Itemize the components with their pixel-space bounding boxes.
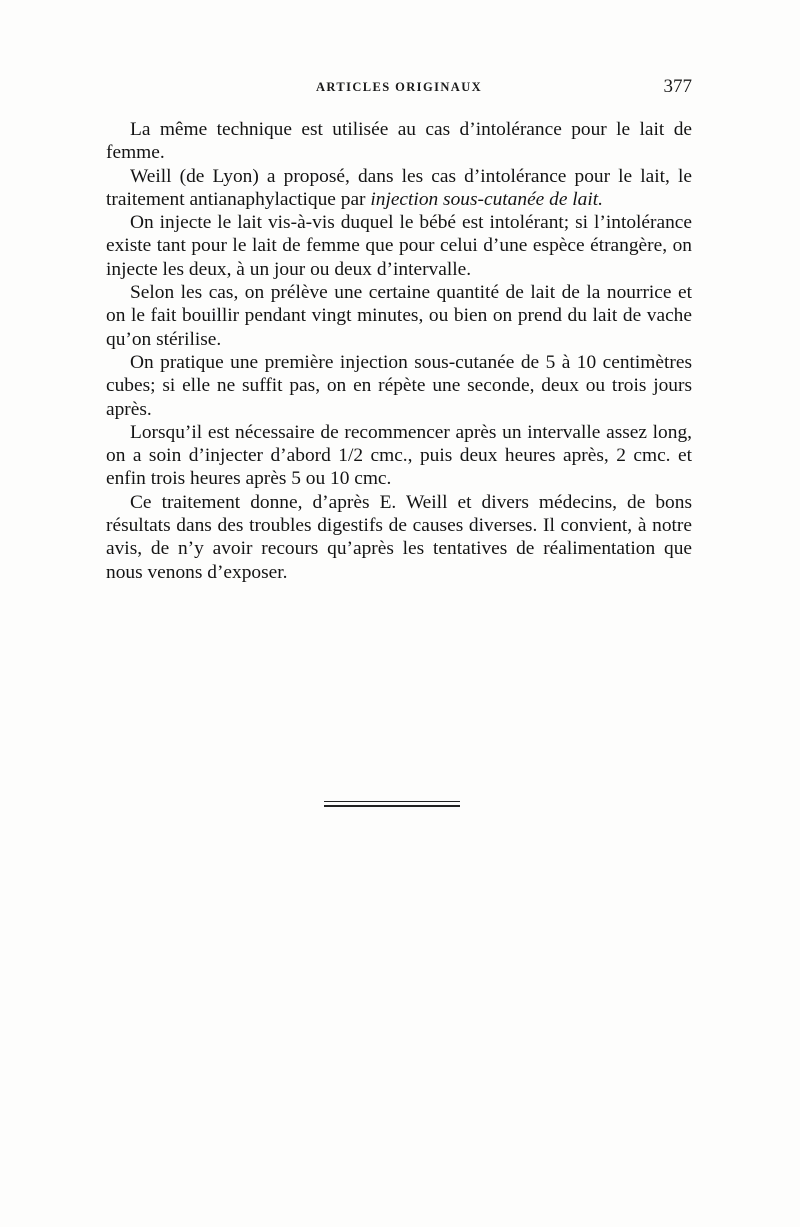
running-head xyxy=(106,76,692,100)
body-text xyxy=(106,118,692,584)
paragraph-1: La même technique est utilisée au cas d’intolérance pour le lait de femme. xyxy=(106,119,692,164)
paragraph-4: Selon les cas, on prélève une certaine quantité de lait de la nourrice et on le fait bouillir pendant vingt minutes, ou bien on prend du lait de vache qu’on stérilise. xyxy=(106,282,692,350)
paragraph-5: On pratique une première injection sous-cutanée de 5 à 10 centimètres cubes; si elle ne suffit pas, on en répète une seconde, deux ou trois jours après. xyxy=(106,351,692,420)
paragraph-3: On injecte le lait vis-à-vis duquel le bébé est intolérant; si l’intolérance existe tant pour le lait de femme que pour celui d’une espèce étrangère, on injecte les deux, à un jour ou deux d’intervalle. xyxy=(106,212,692,280)
paragraph-2-emphasis: injection sous-cutanée de lait. xyxy=(370,188,603,210)
paragraph-2 xyxy=(106,165,692,212)
paragraph-2-text: Weill (de Lyon) a proposé, dans les cas d’intolérance pour le lait, le traitement antianaphylactique par xyxy=(106,165,692,210)
paragraph-7: Ce traitement donne, d’après E. Weill et divers médecins, de bons résultats dans des troubles digestifs de causes diverses. Il convient, à notre avis, de n’y avoir recours qu’après les tentatives de réalimentation que nous venons d’exposer. xyxy=(106,491,692,583)
page-number: 377 xyxy=(663,76,692,97)
rule-line-thin xyxy=(324,801,460,802)
paragraph-6: Lorsqu’il est nécessaire de recommencer après un intervalle assez long, on a soin d’injecter d’abord 1/2 cmc., puis deux heures après, 2 cmc. et enfin trois heures après 5 ou 10 cmc. xyxy=(106,421,692,490)
rule-line-thick xyxy=(324,805,460,807)
section-end-rule xyxy=(324,801,460,807)
running-title: ARTICLES ORIGINAUX xyxy=(315,80,483,94)
